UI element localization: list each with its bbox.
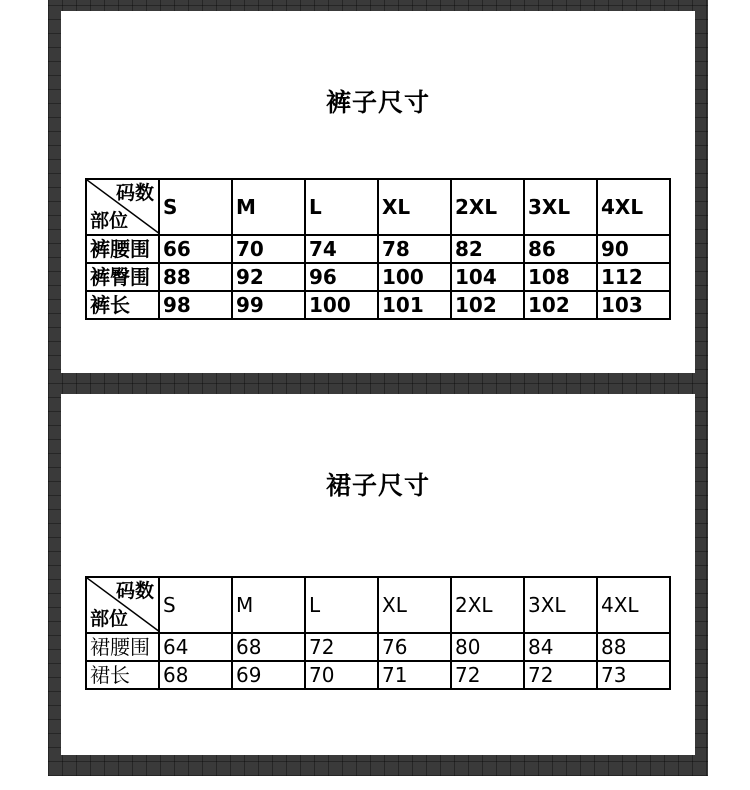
- table-cell: 78: [378, 235, 451, 263]
- table-cell: 70: [232, 235, 305, 263]
- table-row: [86, 633, 670, 661]
- table-row: [86, 235, 670, 263]
- table-cell: 98: [159, 291, 232, 319]
- table-cell: 92: [232, 263, 305, 291]
- corner-cell: [86, 179, 159, 235]
- size-header: L: [305, 577, 378, 633]
- corner-label-size: 码数: [115, 580, 154, 602]
- table-header-row: [86, 577, 670, 633]
- size-header: XL: [378, 179, 451, 235]
- table-cell: 72: [524, 661, 597, 689]
- table-cell: 108: [524, 263, 597, 291]
- table-cell: 101: [378, 291, 451, 319]
- size-header: XL: [378, 577, 451, 633]
- table-cell: 102: [451, 291, 524, 319]
- table-cell: 104: [451, 263, 524, 291]
- skirt-size-table: [85, 576, 671, 690]
- size-header: 3XL: [524, 577, 597, 633]
- skirt-size-panel: [61, 394, 695, 755]
- row-label: 裙长: [86, 661, 159, 689]
- table-cell: 100: [305, 291, 378, 319]
- table-cell: 82: [451, 235, 524, 263]
- table-cell: 80: [451, 633, 524, 661]
- size-header: S: [159, 577, 232, 633]
- table-cell: 64: [159, 633, 232, 661]
- corner-label-part: 部位: [90, 608, 129, 630]
- size-header: L: [305, 179, 378, 235]
- pants-size-title: 裤子尺寸: [325, 88, 430, 117]
- pants-size-table: [85, 178, 671, 320]
- table-cell: 68: [159, 661, 232, 689]
- table-cell: 88: [597, 633, 670, 661]
- row-label: 裤腰围: [86, 235, 159, 263]
- row-label: 裤臀围: [86, 263, 159, 291]
- table-cell: 88: [159, 263, 232, 291]
- table-cell: 102: [524, 291, 597, 319]
- corner-label-part: 部位: [90, 210, 129, 232]
- table-header-row: [86, 179, 670, 235]
- corner-cell: [86, 577, 159, 633]
- table-cell: 72: [451, 661, 524, 689]
- table-cell: 84: [524, 633, 597, 661]
- table-cell: 100: [378, 263, 451, 291]
- table-cell: 73: [597, 661, 670, 689]
- table-cell: 66: [159, 235, 232, 263]
- table-cell: 112: [597, 263, 670, 291]
- table-cell: 86: [524, 235, 597, 263]
- size-header: 2XL: [451, 577, 524, 633]
- table-cell: 103: [597, 291, 670, 319]
- size-header: 4XL: [597, 577, 670, 633]
- table-cell: 99: [232, 291, 305, 319]
- skirt-size-title: 裙子尺寸: [325, 471, 430, 500]
- size-header: M: [232, 179, 305, 235]
- table-cell: 74: [305, 235, 378, 263]
- row-label: 裙腰围: [86, 633, 159, 661]
- table-cell: 69: [232, 661, 305, 689]
- size-header: 3XL: [524, 179, 597, 235]
- table-cell: 96: [305, 263, 378, 291]
- table-cell: 90: [597, 235, 670, 263]
- table-cell: 76: [378, 633, 451, 661]
- table-cell: 70: [305, 661, 378, 689]
- table-cell: 68: [232, 633, 305, 661]
- table-row: [86, 291, 670, 319]
- size-header: 2XL: [451, 179, 524, 235]
- table-cell: 71: [378, 661, 451, 689]
- row-label: 裤长: [86, 291, 159, 319]
- size-header: S: [159, 179, 232, 235]
- size-header: 4XL: [597, 179, 670, 235]
- table-cell: 72: [305, 633, 378, 661]
- corner-label-size: 码数: [115, 182, 154, 204]
- pants-size-panel: [61, 11, 695, 373]
- table-row: [86, 661, 670, 689]
- table-row: [86, 263, 670, 291]
- size-header: M: [232, 577, 305, 633]
